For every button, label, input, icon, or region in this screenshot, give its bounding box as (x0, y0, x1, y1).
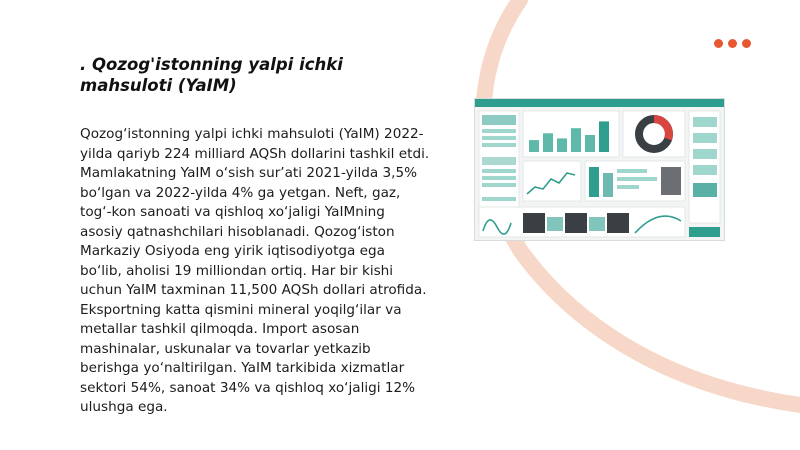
accent-dots (714, 39, 751, 48)
dashboard-image (474, 98, 725, 241)
accent-dot (714, 39, 723, 48)
slide-title: . Qozog'istonning yalpi ichki mahsuloti (YaIM) (80, 55, 343, 95)
dashboard-illustration (475, 99, 724, 240)
dashboard-bar (543, 133, 553, 152)
dashboard-bar (557, 138, 567, 152)
dashboard-bar (585, 135, 595, 152)
dashboard-bar (529, 140, 539, 152)
dashboard-bar (599, 121, 609, 152)
dashboard-bar (571, 128, 581, 152)
slide-body-text: Qozog‘istonning yalpi ichki mahsuloti (YaIM) 2022-yilda qariyb 224 milliard AQSh dollarini tashkil etdi. Mamlakatning YaIM o‘sish sur’ati 2021-yilda 3,5% bo‘lgan va 2022-yilda 4% ga yetgan. Neft, gaz, tog‘-kon sanoati va qishloq xo‘jaligi YaIMning asosiy qatnashchilari hisoblanadi. Qozog‘iston Markaziy Osiyoda eng yirik iqtisodiyotga ega bo‘lib, aholisi 19 milliondan ortiq. Har bir kishi uchun YaIM taxminan 11,500 AQSh dollari atrofida. Eksportning katta qismini mineral yoqilg‘ilar va metallar tashkil qilmoqda. Import asosan mashinalar, uskunalar va tovarlar yetkazib berishga yo‘naltirilgan. YaIM tarkibida xizmatlar sektori 54%, sanoat 34% va qishloq xo‘jaligi 12% ulushga ega. (80, 126, 430, 415)
accent-dot (742, 39, 751, 48)
accent-dot (728, 39, 737, 48)
